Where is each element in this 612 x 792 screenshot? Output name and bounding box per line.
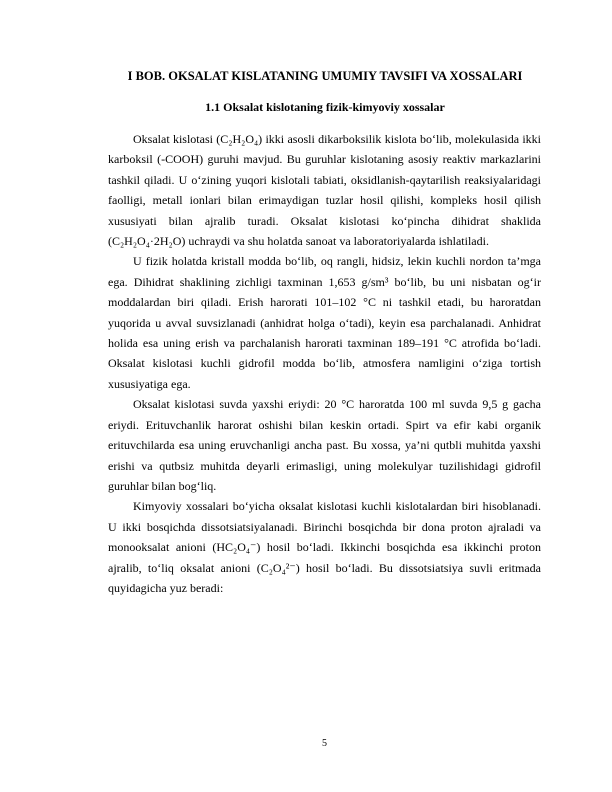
paragraph-4: Kimyoviy xossalari bo‘yicha oksalat kislotasi kuchli kislotalardan biri hisoblanadi. U ikki bosqichda dissotsiatsiyalanadi. Birinchi bosqichda bir dona proton ajraladi va monooksalat anioni (HC₂O₄⁻) hosil bo‘ladi. Ikkinchi bosqichda esa ikkinchi proton ajralib, to‘liq oksalat anioni (C₂O₄²⁻) hosil bo‘ladi. Bu dissotsiatsiya suvli eritmada quyidagicha yuz beradi: <box>108 499 541 595</box>
chapter-heading: I BOB. OKSALAT KISLATANING UMUMIY TAVSIFI VA XOSSALARI <box>127 69 523 83</box>
paragraph-1: Oksalat kislotasi (C₂H₂O₄) ikki asosli dikarboksilik kislota bo‘lib, molekulasida ikki karboksil (-COOH) guruhi mavjud. Bu guruhlar kislotaning asosiy reaktiv markazlarini tashkil qiladi. U o‘zining yuqori kislotali tabiati, oksidlanish-qaytarilish reaksiyalaridagi faolligi, metall ionlari bilan erimaydigan tuzlar hosil qilishi, kompleks hosil qilish xususiyati bilan ajralib turadi. Oksalat kislotasi ko‘pincha dihidrat shaklida (C₂H₂O₄·2H₂O) uchraydi va shu holatda sanoat va laboratoriyalarda ishlatiladi. <box>108 132 541 249</box>
paragraph-2: U fizik holatda kristall modda bo‘lib, oq rangli, hidsiz, lekin kuchli nordon ta’mga ega. Dihidrat shaklining zichligi taxminan 1,653 g/sm³ bo‘lib, bu uni nisbatan og‘ir moddalardan biri qiladi. Erish harorati 101–102 °C ni tashkil etadi, bu haroratdan yuqorida u avval suvsizlanadi (anhidrat holga o‘tadi), keyin esa parchalanadi. Anhidrat holida esa uning erish va parchalanish harorati taxminan 189–191 °C atrofida bo‘ladi. Oksalat kislotasi kuchli gidrofil modda bo‘lib, atmosfera namligini o‘ziga tortish xususiyatiga ega. <box>108 254 541 391</box>
page-number: 5 <box>322 738 327 749</box>
body-text <box>108 129 541 598</box>
section-heading: 1.1 Oksalat kislotaning fizik-kimyoviy xossalar <box>205 100 445 114</box>
paragraph-3: Oksalat kislotasi suvda yaxshi eriydi: 20 °C haroratda 100 ml suvda 9,5 g gacha eriydi. Erituvchanlik harorat oshishi bilan keskin ortadi. Spirt va efir kabi organik erituvchilarda esa uning eruvchanligi ancha past. Bu xossa, ya’ni qutbli muhitda yaxshi erishi va qutbsiz muhitda deyarli erimasligi, uning molekulyar tuzilishidagi gidrofil guruhlar bilan bog‘liq. <box>108 397 541 493</box>
